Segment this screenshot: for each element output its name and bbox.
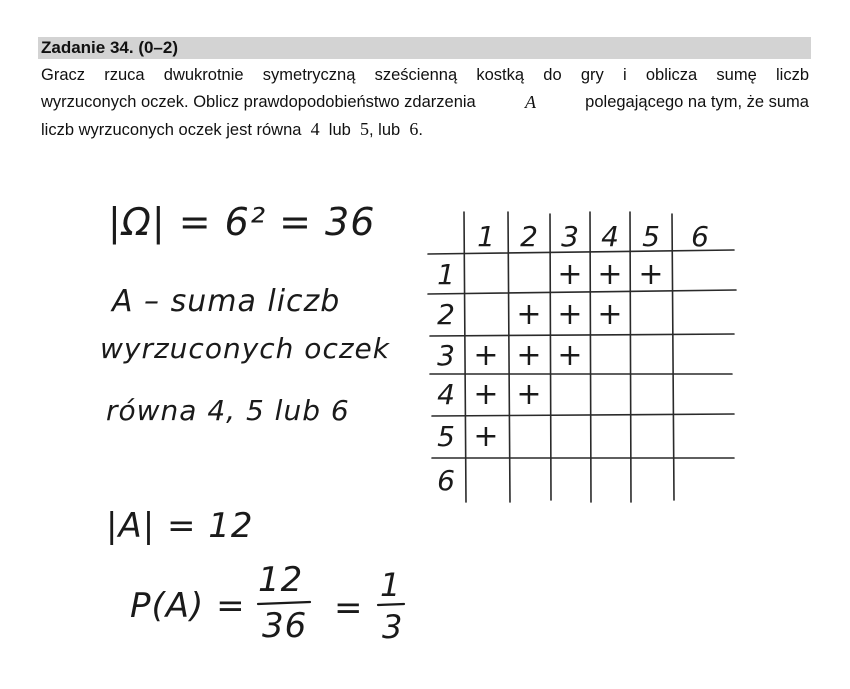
plus-mark-3-3: +: [557, 338, 583, 373]
hw-event-line-1: A – suma liczb: [112, 284, 341, 319]
plus-mark-2-2: +: [516, 297, 542, 332]
row-header-2: 2: [437, 298, 455, 331]
plus-mark-5-1: +: [473, 419, 499, 454]
plus-mark-2-3: +: [557, 297, 583, 332]
task-line-1: Gracz rzuca dwukrotnie symetryczną sześcienną kostką do gry i oblicza sumę liczb: [41, 66, 809, 84]
hw-prob-equals: =: [334, 588, 364, 628]
plus-mark-3-2: +: [516, 338, 542, 373]
hw-event-line-2: wyrzuconych oczek: [100, 332, 390, 365]
event-variable: A: [524, 92, 536, 112]
task-title: Zadanie 34. (0–2): [41, 38, 179, 57]
row-header-3: 3: [437, 339, 455, 372]
hw-result-numerator: 1: [380, 566, 402, 604]
plus-mark-2-4: +: [597, 297, 623, 332]
plus-mark-4-1: +: [473, 377, 499, 412]
col-header-6: 6: [691, 220, 709, 253]
number-6: 6: [409, 119, 419, 139]
number-5: 5: [359, 119, 369, 139]
plus-mark-1-3: +: [557, 257, 583, 292]
lub-1: lub: [328, 121, 351, 139]
row-header-4: 4: [437, 378, 455, 411]
hw-prob-numerator: 12: [258, 560, 304, 600]
plus-mark-3-1: +: [473, 338, 499, 373]
task-line-2-a: wyrzuconych oczek. Oblicz prawdopodobieństwo zdarzenia: [41, 93, 476, 111]
plus-mark-1-5: +: [638, 257, 664, 292]
hw-prob-denominator: 36: [262, 606, 308, 646]
col-header-5: 5: [642, 220, 660, 253]
col-header-3: 3: [561, 220, 579, 253]
row-header-5: 5: [437, 420, 455, 453]
hw-event-line-3: równa 4, 5 lub 6: [106, 394, 350, 427]
plus-mark-1-4: +: [597, 257, 623, 292]
col-header-4: 4: [601, 220, 619, 253]
period: .: [418, 121, 423, 139]
task-line-3-a: liczb wyrzuconych oczek jest równa: [41, 121, 302, 139]
hw-omega: |Ω| = 6² = 36: [108, 200, 376, 244]
task-line-2-b: polegającego na tym, że suma: [585, 93, 809, 111]
row-header-6: 6: [437, 464, 455, 497]
number-4: 4: [310, 119, 320, 139]
row-header-1: 1: [437, 258, 455, 291]
col-header-1: 1: [477, 220, 495, 253]
grid-marks: [473, 257, 663, 454]
hw-count-a: |A| = 12: [106, 506, 254, 546]
hw-prob-prefix: P(A) =: [130, 586, 246, 626]
col-header-2: 2: [520, 220, 538, 253]
lub-2: , lub: [368, 121, 401, 139]
plus-mark-4-2: +: [516, 377, 542, 412]
hw-result-denominator: 3: [382, 608, 404, 646]
